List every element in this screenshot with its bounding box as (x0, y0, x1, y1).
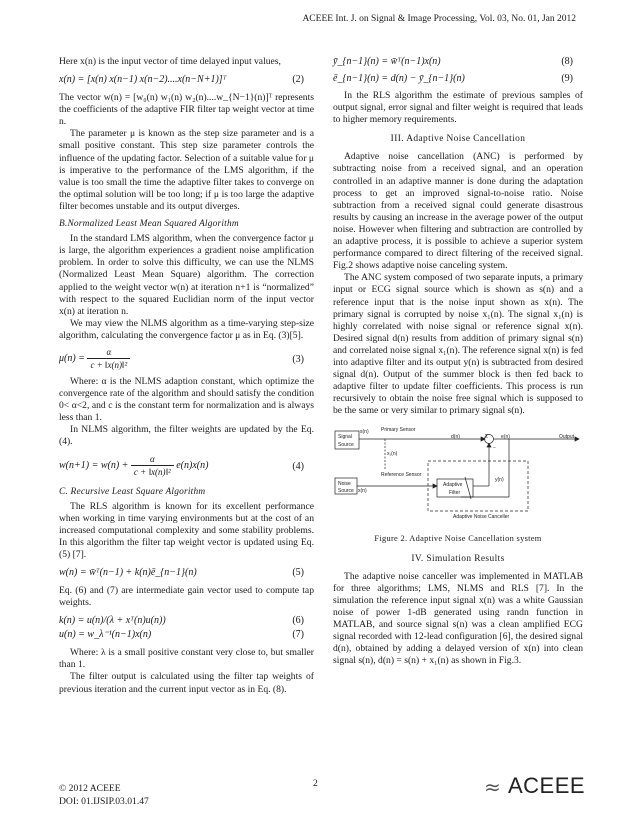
equation-lhs: w(n+1) = w(n) + (59, 459, 129, 471)
equation-body: k(n) = u(n)/(λ + xᵀ(n)u(n)) (59, 615, 166, 627)
canceller-label: Adaptive Noise Canceller (453, 514, 510, 521)
section-heading-iii: III. Adaptive Noise Cancellation (390, 134, 526, 145)
paragraph: Here x(n) is the input vector of time delayed input values, (59, 56, 281, 67)
equation-number: (3) (292, 353, 304, 365)
s-label: s(n) (360, 429, 369, 436)
fraction (87, 346, 130, 371)
equation-rhs: e(n)x(n) (176, 459, 209, 471)
equation-number: (5) (292, 567, 304, 579)
logo-text: ACEEE (508, 773, 586, 798)
right-column (333, 56, 583, 667)
x1-label: x₁(n) (387, 451, 398, 458)
paragraph: The RLS algorithm is known for its excellent performance when working in time varying environments but at the cost of an increased computational complexity and some stability problems. In this algorithm the filter tap weight vector is updated using Eq. (5) [7]. (59, 500, 314, 560)
sum-sign: Σ (485, 434, 489, 441)
adaptive-filter-label-2: Filter (449, 490, 461, 497)
equation-number: (2) (292, 74, 304, 86)
arrow-to-filter (433, 484, 437, 488)
equation-body: ȳ_{n−1}(n) = w̄ᵀ(n−1)x(n) (333, 56, 441, 67)
equation-2 (59, 70, 314, 90)
equation-number: (7) (292, 629, 304, 641)
denominator: c + ‖x(n)‖² (90, 360, 128, 371)
equation-body: x(n) = [x(n) x(n−1) x(n−2)....x(n−N+1)]ᵀ (59, 74, 227, 86)
paragraph: The vector w(n) = [w₀(n) w₁(n) w₂(n)....w_{N−1}(n)]ᵀ represents the coefficients of the adaptive FIR filter tap weight vector at time n. (59, 92, 314, 128)
equation-body (59, 453, 208, 478)
paragraph: Eq. (6) and (7) are intermediate gain vector used to compute tap weights. (59, 585, 314, 609)
paragraph: The filter output is calculated using the filter tap weights of previous iteration and the current input vector as in Eq. (8). (59, 671, 314, 695)
reference-sensor-label: Reference Sensor (381, 472, 422, 479)
equation-4 (59, 451, 314, 481)
section-heading-b: B.Normalized Least Mean Squared Algorithm (59, 219, 239, 230)
y-label: y(n) (495, 477, 504, 484)
noise-source-label-1: Noise (338, 481, 351, 488)
paragraph: Adaptive noise cancellation (ANC) is performed by subtracting noise from a received signal, and an operation controlled in an adaptive manner is done during the adaptation process to get an improved signal-to-noise ratio. Noise subtraction from a received signal could generate disastrous results by causing an increase in the average power of the output noise. However when filtering and subtraction are controlled by an adaptive process, it is possible to achieve a superior system performance compared to direct filtering of the received signal. Fig.2 shows adaptive noise canceling system. (333, 151, 583, 272)
paragraph: The adaptive noise canceller was implemented in MATLAB for three algorithms; LMS, NLMS and RLS [7]. In the simulation the reference input signal x(n) was a white Gaussian noise of power 1-dB generated using randn function in MATLAB, and source signal s(n) was a clean amplified ECG signal recorded with 12-lead configuration [6], the desired signal d(n), obtained by adding a delayed version of x(n) into clean signal s(n), d(n) = s(n) + x₁(n) as shown in Fig.3. (333, 570, 583, 667)
equation-3 (59, 344, 314, 374)
page-number: 2 (313, 778, 318, 789)
paragraph: In NLMS algorithm, the filter weights are updated by the Eq. (4). (59, 424, 314, 448)
paragraph: In the standard LMS algorithm, when the convergence factor μ is large, the algorithm experiences a gradient noise amplification problem. In order to solve this difficulty, we can use the NLMS (Normalized Least Mean Square) algorithm. The correction applied to the weight vector w(n) at iteration n+1 is “normalized” with respect to the squared Euclidian norm of the input vector x(n) at iteration n. (59, 233, 314, 317)
paragraph: We may view the NLMS algorithm as a time-varying step-size algorithm, calculating the convergence factor μ as in Eq. (3)[5]. (59, 317, 314, 341)
footer-left (59, 782, 149, 808)
figure-2-diagram (333, 425, 583, 523)
equation-lhs: μ(n) = (59, 352, 85, 364)
paragraph: Where: λ is a small positive constant very close to, but smaller than 1. (59, 647, 314, 671)
primary-sensor-label: Primary Sensor (381, 427, 416, 434)
section-heading-iv: IV. Simulation Results (411, 553, 505, 564)
x-label: x(n) (358, 488, 367, 495)
section-heading-c: C. Recursive Least Square Algorithm (59, 486, 206, 497)
adaptive-filter-label-1: Adaptive (443, 482, 463, 489)
equation-body: w(n) = w̄ᵀ(n−1) + k(n)ē_{n−1}(n) (59, 567, 197, 579)
equation-8 (333, 56, 583, 71)
fraction (131, 453, 174, 478)
copyright: © 2012 ACEEE (59, 783, 121, 794)
denominator: c + ‖x(n)‖² (133, 466, 171, 477)
equation-7 (59, 629, 314, 645)
adaptation-arrow (465, 477, 471, 499)
signal-source-label-1: Signal (338, 434, 352, 441)
numerator: α (131, 453, 174, 466)
equation-body: u(n) = w_λ⁻¹(n−1)x(n) (59, 629, 152, 641)
equation-body (59, 346, 130, 371)
equation-6 (59, 611, 314, 627)
output-label: Output (559, 434, 575, 441)
arrow-output (575, 437, 579, 441)
noise-source-label-2: Source (338, 488, 354, 495)
figure-caption: Figure 2. Adaptive Noise Cancellation system (374, 534, 542, 544)
journal-header: ACEEE Int. J. on Signal & Image Processing, Vol. 03, No. 01, Jan 2012 (302, 14, 576, 24)
left-column (59, 56, 314, 696)
signal-source-label-2: Source (338, 442, 354, 449)
arrow-up-sum (487, 444, 491, 448)
anc-block-diagram (333, 425, 583, 523)
paragraph: The ANC system composed of two separate inputs, a primary input or ECG signal source which is shown as s(n) and a reference input that is the noise input shown as x(n). The primary signal is corrupted by noise x₁(n). The signal x₁(n) is highly correlated with noise signal or reference signal x(n). Desired signal d(n) results from addition of primary signal s(n) and correlated noise signal x₁(n). The reference signal x(n) is fed into adaptive filter and its output y(n) is subtracted from desired signal d(n). Output of the summer block is then fed back to adaptive filter to update filter coefficients. This process is run recursively to obtain the noise free signal which is supposed to be the same or very similar to primary signal s(n). (333, 272, 583, 417)
e-label: e(n) (501, 434, 510, 441)
minus-sign: − (493, 445, 496, 452)
equation-number: (8) (561, 56, 573, 67)
aceee-logo (484, 773, 584, 799)
equation-body: ē_{n−1}(n) = d(n) − ȳ_{n−1}(n) (333, 73, 465, 84)
equation-5 (59, 563, 314, 583)
numerator: α (87, 346, 130, 359)
equation-number: (4) (292, 460, 304, 472)
paragraph: In the RLS algorithm the estimate of previous samples of output signal, error signal and filter weight is required that leads to higher memory requirements. (333, 90, 583, 126)
equation-number: (9) (561, 73, 573, 84)
equation-9 (333, 73, 583, 88)
d-label: d(n) (451, 434, 460, 441)
equation-number: (6) (292, 615, 304, 627)
doi: DOI: 01.IJSIP.03.01.47 (59, 796, 149, 807)
paragraph: The parameter μ is known as the step size parameter and is a small positive constant. This step size parameter controls the influence of the updating factor. Selection of a suitable value for μ is imperative to the performance of the LMS algorithm, if the value is too small the time the adaptive filter takes to converge on the optimal solution will be too long; if μ is too large the adaptive filter becomes unstable and its output diverges. (59, 128, 314, 212)
paragraph: Where: α is the NLMS adaption constant, which optimize the convergence rate of the algorithm and should satisfy the condition 0< α<2, and c is the constant term for normalization and is always less than 1. (59, 375, 314, 424)
swoosh-icon: ≈ (484, 775, 501, 799)
